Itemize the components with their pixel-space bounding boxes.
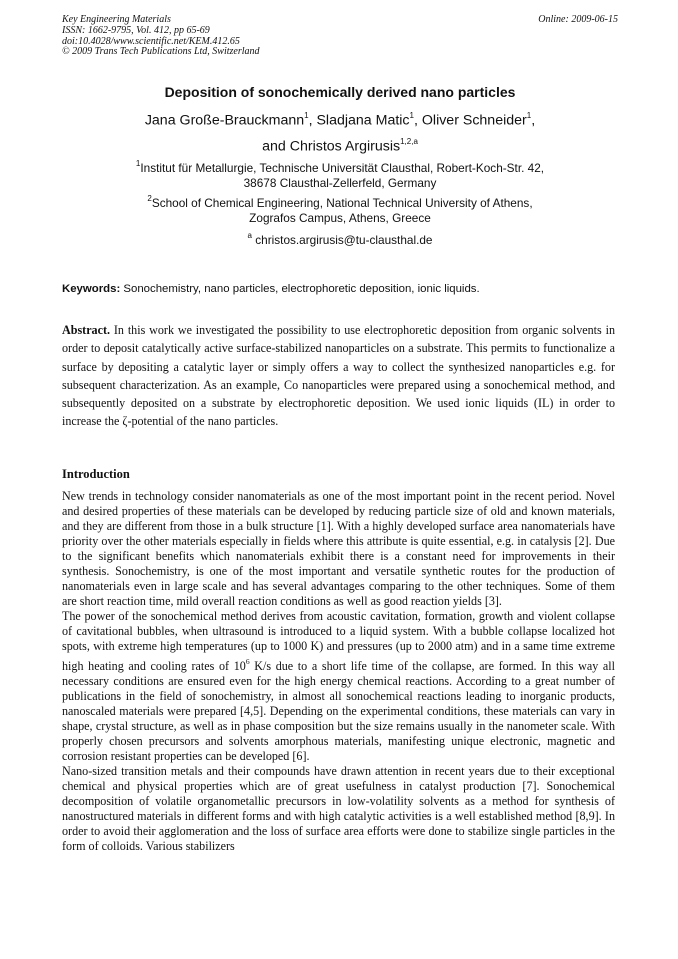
section-heading: Introduction — [62, 467, 130, 481]
author-and: and — [262, 138, 286, 155]
author-affil-marker: 1 — [526, 111, 532, 120]
author-email: christos.argirusis@tu-clausthal.de — [255, 232, 433, 247]
abstract-text: In this work we investigated the possibility to use electrophoretic deposition from organic solvents in order to deposit catalytically active surface-stabilized nanoparticles on a substrate. This permits to functionalize a surface by depositing a catalytic layer or simply offers a way to collect the synthesized nanoparticles e.g. for subsequent characterization. As an example, Co nanoparticles were prepared using a sonochemical method, and subsequently deposited on a substrate by electrophoretic deposition. We used ionic liquids (IL) in order to increase the ζ-potential of the nano particles. — [62, 323, 615, 429]
author-affil-marker: 1 — [409, 111, 414, 120]
paragraph-text: K/s due to a short life time of the collapse, are formed. In this way all necessary conditions are ensured even for the high energy chemical reactions. According to a great number of publications in the field of sonochemistry, in almost all sonochemical reactions leading to inorganic products, nanoscaled materials were prepared [4,5]. Depending on the experimental conditions, these materials can vary in shape, crystal structure, as well as in phase composition but the size remains usually in the nanometer scale. With properly chosen precursors and solvents amorphous materials, manifesting unique electronic, magnetic and corrosion resistant properties can be developed [6]. — [62, 658, 615, 763]
paragraph — [62, 609, 615, 764]
affil-line: 38678 Clausthal-Zellerfeld, Germany — [243, 175, 437, 190]
affil-line: School of Chemical Engineering, National Technical University of Athens, — [151, 195, 533, 210]
copyright-line: © 2009 Trans Tech Publications Ltd, Switzerland — [62, 46, 260, 58]
journal-name: Key Engineering Materials — [62, 14, 171, 25]
author-name: Jana Große-Brauckmann — [144, 112, 305, 129]
exponent: 6 — [245, 656, 250, 666]
doi-line: doi:10.4028/www.scientific.net/KEM.412.65 — [62, 35, 240, 47]
affil-marker: 1 — [135, 159, 141, 168]
keywords-label: Keywords: — [62, 283, 121, 295]
keywords — [62, 282, 618, 296]
affil-line: Zografos Campus, Athens, Greece — [249, 210, 431, 225]
introduction-body — [62, 489, 615, 854]
keywords-text: Sonochemistry, nano particles, electrophoretic deposition, ionic liquids. — [123, 283, 480, 295]
issn-line: ISSN: 1662-9795, Vol. 412, pp 65-69 — [62, 24, 210, 36]
abstract-label: Abstract. — [62, 323, 111, 337]
affiliation-2 — [62, 192, 618, 226]
affil-marker: 2 — [147, 194, 152, 203]
journal-header — [62, 15, 618, 58]
affiliation-1 — [62, 157, 618, 191]
author-list: Jana Große-Brauckmann$^1$, Sladjana Matic$^1$, Oliver Schneider$^1$, and Christos Argirusis$^{1,2,a}$ — [144, 111, 536, 155]
author-affil-marker: 1,2,a — [400, 137, 418, 147]
paper-title: Deposition of sonochemically derived nano particles — [164, 84, 516, 100]
email-marker: a — [247, 231, 252, 240]
abstract — [62, 321, 615, 431]
paragraph: Nano-sized transition metals and their compounds have drawn attention in recent years due to their exceptional chemical and physical properties which are of great usefulness in catalyst production [7]. Sonochemical decomposition of volatile organometallic precursors in low-volatility solvents as a method for synthesis of nanostructured materials in different forms and with high catalytic activities is a well established method [8,9]. In order to avoid their agglomeration and the loss of surface area efforts were done to stabilize single particles in the form of colloids. Various stabilizers — [62, 763, 615, 854]
online-date: Online: 2009-06-15 — [538, 14, 618, 25]
email-line — [62, 229, 618, 248]
author-name: Oliver Schneider — [421, 112, 527, 129]
author-name: Christos Argirusis — [289, 138, 401, 155]
paragraph-text: The power of the sonochemical method derives from acoustic cavitation, formation, growth and violent collapse of cavitational bubbles, when ultrasound is introduced to a liquid system. With a bubble collapse localized hot spots, with extreme high temperatures (up to 1000 K) and pressures (up to 2000 atm) and in a same time extreme high heating and cooling rates of 10 — [62, 609, 615, 673]
author-affil-marker: 1 — [304, 111, 309, 120]
paragraph: New trends in technology consider nanomaterials as one of the most important point in the recent period. Novel and desired properties of these materials can be developed by reducing particle size of old and known materials, and they are different from those in a bulk structure [1]. With a highly developed surface area nanomaterials have priority over the other materials especially in fields where this attribute is quite essential, e.g. in catalysis [2]. Due to the significant benefits which nanomaterials exhibit there is a constant need for improvements in their synthesis. Sonochemistry, is one of the most important and versatile synthetic routes for the production of nanomaterials even in large scale and has several advantages comparing to the other techniques. Some of them are short reaction time, mild overall reaction conditions as well as good reaction yields [3]. — [62, 489, 615, 609]
author-name: Sladjana Matic — [316, 112, 410, 129]
affil-line: Institut für Metallurgie, Technische Universität Clausthal, Robert-Koch-Str. 42, — [140, 160, 545, 175]
